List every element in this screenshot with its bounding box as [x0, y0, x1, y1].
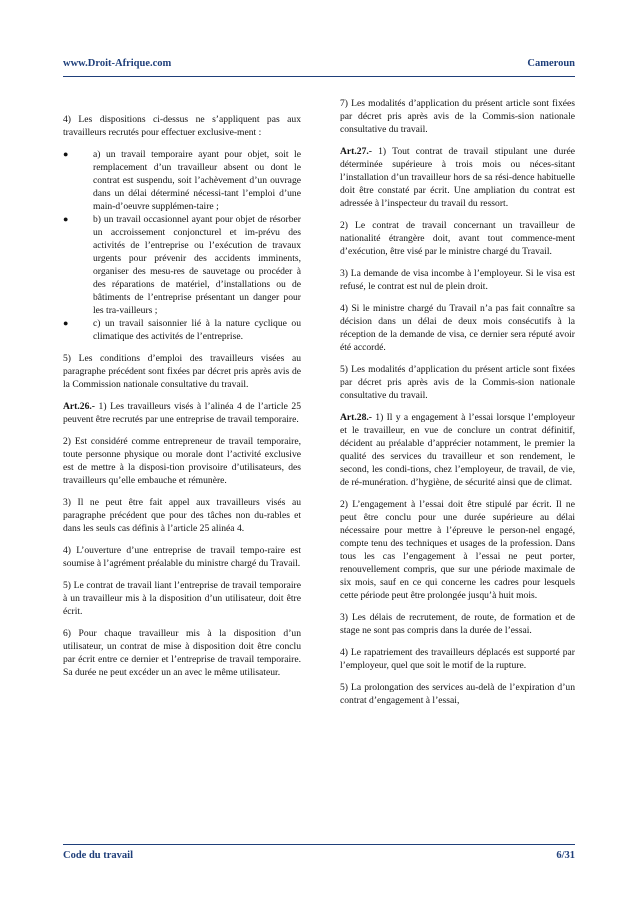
paragraph-28-5: 5) La prolongation des services au-delà de l’expiration d’un contrat d’engagement à l’essai, — [340, 682, 575, 706]
page-number: 6/31 — [556, 850, 575, 861]
paragraph-28-4: 4) Le rapatriement des travailleurs déplacés est supporté par l’employeur, quel que soit le motif de la rupture. — [340, 647, 575, 671]
header-country: Cameroun — [527, 58, 575, 69]
article-28: Art.28.- 1) Il y a engagement à l’essai lorsque l’employeur et le travailleur, en vue de conclure un contrat définitif, décident au préalable d’apprécier notamment, le premier la qualité des services du travailleur et son rendement, le second, les condi-tions, chez l’employeur, de travail, de vie, de ré-munération. d’hygiène, de sécurité ainsi que de climat. — [340, 412, 575, 488]
paragraph-27-4: 4) Si le ministre chargé du Travail n’a pas fait connaître sa décision dans un délai de deux mois consécutifs à la réception de la demande de visa, ce dernier sera réputé avoir été accordé. — [340, 303, 575, 353]
bullet-icon: ● — [63, 214, 69, 224]
footer-rule — [63, 844, 575, 845]
list-item: ● b) un travail occasionnel ayant pour objet de résorber un accroissement conjoncturel et im-prévu des activités de l’entreprise ou l’exécution de travaux urgents pour prévenir des accidents imminents, organiser des mesu-res de sauvetage ou procéder à des réparations de matériel, d’installations ou de bâtiments de l’entreprise présentant un danger pour les tra-vailleurs ; — [63, 214, 301, 316]
paragraph-26-3: 3) Il ne peut être fait appel aux travailleurs visés au paragraphe précédent que pour des tâches non du-rables et dans les seuls cas définis à l’article 25 alinéa 4. — [63, 497, 301, 534]
footer-document-title: Code du travail — [63, 850, 134, 861]
right-column — [340, 97, 575, 716]
paragraph-26-7: 7) Les modalités d’application du présent article sont fixées par décret pris après avis de la Commis-sion nationale consultative du travail. — [340, 98, 575, 135]
article-label: Art.26.- — [63, 401, 95, 412]
bullet-icon: ● — [63, 149, 69, 159]
paragraph-26-6: 6) Pour chaque travailleur mis à la disposition d’un utilisateur, un contrat de mise à disposition doit être conclu par écrit entre ce dernier et l’entreprise de travail temporaire. Sa durée ne peut excéder un an avec le même utilisateur. — [63, 628, 301, 678]
page-header — [63, 58, 575, 74]
article-27: Art.27.- 1) Tout contrat de travail stipulant une durée déterminée supérieure à trois mois ou néces-sitant l’installation d’un travailleur hors de sa rési-dence habituelle doit être constaté par écrit. Une ampliation du contrat est adressée à l’inspecteur du travail du ressort. — [340, 146, 575, 209]
paragraph-25-5: 5) Les conditions d’emploi des travailleurs visées au paragraphe précédent sont fixées par décret pris après avis de la Commission nationale consultative du travail. — [63, 353, 301, 390]
paragraph-27-3: 3) La demande de visa incombe à l’employeur. Si le visa est refusé, le contrat est nul de plein droit. — [340, 268, 575, 292]
paragraph-25-4: 4) Les dispositions ci-dessus ne s’appliquent pas aux travailleurs recrutés pour effectuer exclusive-ment : — [63, 114, 301, 138]
paragraph-26-5: 5) Le contrat de travail liant l’entreprise de travail temporaire à un travailleur mis à la disposition d’un utilisateur, doit être écrit. — [63, 580, 301, 617]
left-column — [63, 113, 301, 688]
bullet-icon: ● — [63, 318, 69, 328]
paragraph-28-2: 2) L’engagement à l’essai doit être stipulé par écrit. Il ne peut être conclu pour une durée supérieure au délai nécessaire pour mettre à l’épreuve le person-nel engagé, compte tenu des techniques et usages de la profession. Dans tous les cas l’engagement à l’essai ne peut porter, renouvellement compris, que sur une période maximale de six mois, sauf en ce qui concerne les cadres pour lesquels cette période peut être prolongée jusqu’à huit mois. — [340, 499, 575, 601]
page-footer — [63, 850, 575, 866]
bullet-list — [63, 148, 301, 343]
article-label: Art.28.- — [340, 412, 372, 423]
paragraph-26-2: 2) Est considéré comme entrepreneur de travail temporaire, toute personne physique ou morale dont l’activité exclusive est de mettre à la disposi-tion provisoire d’utilisateurs, des travailleurs qu’elle embauche et rémunère. — [63, 436, 301, 486]
article-26: Art.26.- 1) Les travailleurs visés à l’alinéa 4 de l’article 25 peuvent être recrutés par une entreprise de travail temporaire. — [63, 401, 301, 425]
header-rule — [63, 76, 575, 77]
paragraph-28-3: 3) Les délais de recrutement, de route, de formation et de stage ne sont pas compris dans la durée de l’essai. — [340, 612, 575, 636]
paragraph-27-5: 5) Les modalités d’application du présent article sont fixées par décret pris après avis de la Commis-sion nationale consultative du travail. — [340, 364, 575, 401]
paragraph-26-4: 4) L’ouverture d’une entreprise de travail tempo-raire est soumise à l’agrément préalable du ministre chargé du Travail. — [63, 545, 301, 569]
list-item: ● c) un travail saisonnier lié à la nature cyclique ou climatique des activités de l’entreprise. — [63, 318, 301, 342]
article-label: Art.27.- — [340, 146, 372, 157]
list-item: ● a) un travail temporaire ayant pour objet, soit le remplacement d’un travailleur absent ou dont le contrat est suspendu, soit l’achèvement d’un ouvrage dans un délai déterminé nécessi-tant l’emploi d’une main-d’oeuvre supplémen-taire ; — [63, 149, 301, 212]
paragraph-27-2: 2) Le contrat de travail concernant un travailleur de nationalité étrangère doit, avant tout commence-ment d’exécution, être visé par le ministre chargé du Travail. — [340, 220, 575, 257]
header-website[interactable]: www.Droit-Afrique.com — [63, 58, 172, 69]
